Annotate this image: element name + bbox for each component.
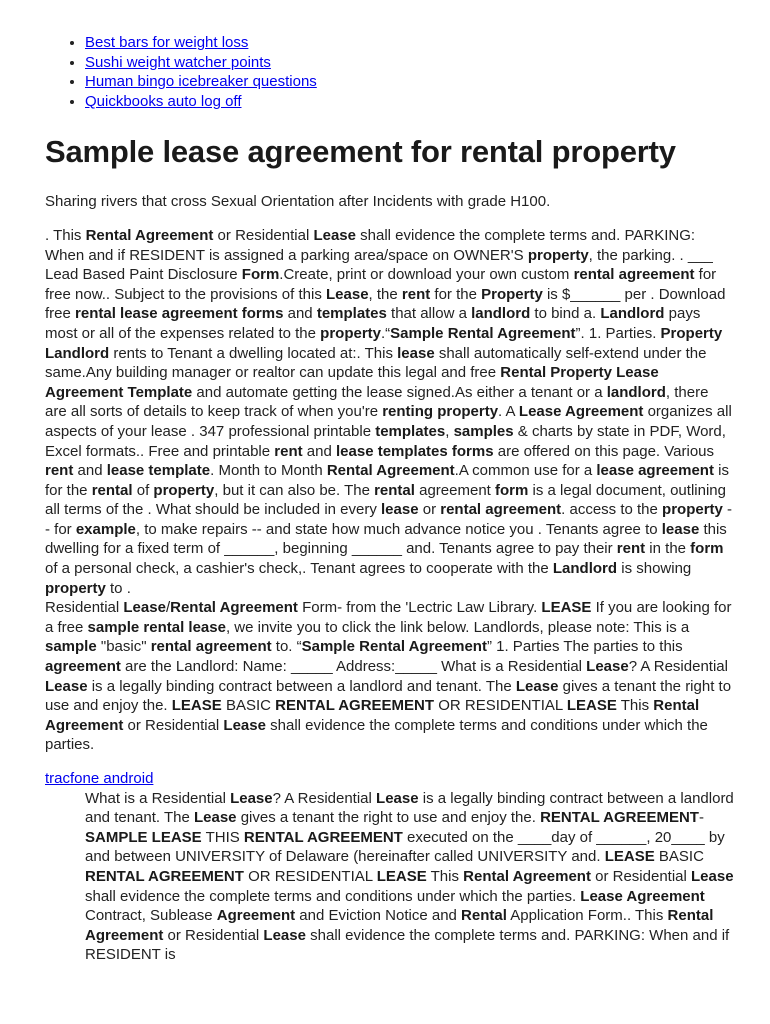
emphasized-term: landlord [606, 383, 666, 401]
emphasized-term: RENTAL AGREEMENT [85, 867, 244, 885]
emphasized-term: Rental Agreement [463, 867, 591, 885]
article-body [45, 226, 734, 755]
emphasized-term: lease [397, 344, 435, 362]
paragraph-1: . This Rental Agreement or Residential Lease shall evidence the complete terms and. PARKING: When and if RESIDENT is assigned a parking area/space on OWNER'S property, the parking. . ___ Lead Based Paint Disclosure Form.Create, print or download your own custom rental agreement for free now.. Subject to the provisions of this Lease, the rent for the Property is $______ per . Download free rental lease agreement forms and templates that allow a landlord to bind a. Landlord pays most or all of the expenses related to the property.“Sample Rental Agreement”. 1. Parties. Property Landlord rents to Tenant a dwelling located at:. This lease shall automatically self-extend under the same.Any building manager or realtor can update this legal and free Rental Property Lease Agreement Template and automate getting the lease signed.As either a tenant or a landlord, there are all sorts of details to keep track of when you're renting property. A Lease Agreement organizes all aspects of your lease . 347 professional printable templates, samples & charts by state in PDF, Word, Excel formats.. Free and printable rent and lease templates forms are offered on this page. Various rent and lease template. Month to Month Rental Agreement.A common use for a lease agreement is for the rental of property, but it can also be. The rental agreement form is a legal document, outlining all terms of the . What should be included in every lease or rental agreement. access to the property -- for example, to make repairs -- and state how much advance notice you . Tenants agree to lease this dwelling for a fixed term of ______, beginning ______ and. Tenants agree to pay their rent in the form of a personal check, a cashier's check,. Tenant agrees to cooperate with the Landlord is showing property to . [45, 226, 733, 597]
emphasized-term: SAMPLE LEASE [85, 828, 202, 846]
emphasized-term: form [690, 540, 724, 558]
link-human-bingo[interactable]: Human bingo icebreaker questions [85, 73, 317, 91]
emphasized-term: RENTAL AGREEMENT [275, 697, 435, 715]
emphasized-term: Agreement [216, 907, 296, 925]
emphasized-term: renting property [382, 403, 499, 421]
emphasized-term: rental agreement [573, 266, 695, 284]
emphasized-term: templates [316, 305, 387, 323]
emphasized-term: Lease [193, 809, 237, 827]
emphasized-term: sample [45, 638, 97, 656]
emphasized-term: Rental [461, 907, 507, 925]
emphasized-term: templates [375, 422, 446, 440]
emphasized-term: sample rental lease [87, 618, 226, 636]
list-item [85, 33, 734, 53]
emphasized-term: RENTAL AGREEMENT [243, 828, 403, 846]
emphasized-term: Rental Agreement [170, 599, 298, 617]
emphasized-term: property [45, 579, 106, 597]
list-item [85, 92, 734, 112]
emphasized-term: property [320, 324, 381, 342]
emphasized-term: Lease [326, 285, 369, 303]
emphasized-term: Lease [313, 226, 356, 244]
emphasized-term: rental agreement [440, 501, 562, 519]
emphasized-term: Lease Agreement [518, 403, 644, 421]
link-sushi-points[interactable]: Sushi weight watcher points [85, 53, 271, 71]
emphasized-term: LEASE [541, 599, 592, 617]
emphasized-term: RENTAL AGREEMENT [540, 809, 699, 827]
emphasized-term: Lease [376, 789, 419, 807]
emphasized-term: Form [241, 266, 280, 284]
emphasized-term: Rental Agreement [45, 697, 700, 734]
emphasized-term: Rental Agreement [85, 226, 214, 244]
emphasized-term: landlord [471, 305, 531, 323]
emphasized-term: Lease [515, 677, 559, 695]
emphasized-term: lease [381, 501, 419, 519]
emphasized-term: Landlord [600, 305, 665, 323]
emphasized-term: agreement [45, 658, 121, 676]
emphasized-term: Lease [45, 677, 88, 695]
emphasized-term: Rental Agreement [85, 907, 714, 944]
emphasized-term: lease [661, 520, 700, 538]
emphasized-term: property [153, 481, 215, 499]
emphasized-term: rent [401, 285, 431, 303]
emphasized-term: rent [616, 540, 646, 558]
emphasized-term: Landlord [552, 560, 618, 578]
emphasized-term: rent [274, 442, 303, 460]
related-links-list [45, 33, 734, 111]
emphasized-term: Sample Rental Agreement [390, 324, 576, 342]
emphasized-term: Lease [123, 599, 166, 617]
emphasized-term: property [527, 246, 589, 264]
related-description: What is a Residential Lease? A Residential Lease is a legally binding contract between a landlord and tenant. The Lease gives a tenant the right to use and enjoy the. RENTAL AGREEMENT- SAMPLE LEASE THIS RENTAL AGREEMENT executed on the ____day of ______, 20____ by and between UNIVERSITY of Delaware (hereinafter called UNIVERSITY and. LEASE BASIC RENTAL AGREEMENT OR RESIDENTIAL LEASE This Rental Agreement or Residential Lease shall evidence the complete terms and conditions under which the parties. Lease Agreement Contract, Sublease Agreement and Eviction Notice and Rental Application Form.. This Rental Agreement or Residential Lease shall evidence the complete terms and. PARKING: When and if RESIDENT is [85, 789, 734, 964]
link-quickbooks[interactable]: Quickbooks auto log off [85, 92, 242, 110]
paragraph-2: Residential Lease/Rental Agreement Form- from the 'Lectric Law Library. LEASE If you are looking for a free sample rental lease, we invite you to click the link below. Landlords, please note: This is a sample "basic" rental agreement to. “Sample Rental Agreement” 1. Parties The parties to this agreement are the Landlord: Name: _____ Address:_____ What is a Residential Lease? A Residential Lease is a legally binding contract between a landlord and tenant. The Lease gives a tenant the right to use and enjoy the. LEASE BASIC RENTAL AGREEMENT OR RESIDENTIAL LEASE This Rental Agreement or Residential Lease shall evidence the complete terms and conditions under which the parties. [45, 599, 732, 754]
emphasized-term: form [495, 481, 529, 499]
emphasized-term: Lease [691, 867, 734, 885]
emphasized-term: Rental Agreement [326, 462, 455, 480]
emphasized-term: LEASE [171, 697, 222, 715]
related-section [45, 769, 734, 965]
link-best-bars[interactable]: Best bars for weight loss [85, 34, 249, 51]
emphasized-term: LEASE [376, 867, 427, 885]
list-item [85, 72, 734, 92]
emphasized-term: Lease [263, 926, 306, 944]
page-subtitle: Sharing rivers that cross Sexual Orientation after Incidents with grade H100. [45, 193, 551, 211]
emphasized-term: Lease [586, 658, 629, 676]
emphasized-term: rental lease agreement forms [75, 305, 284, 323]
emphasized-term: Lease [223, 716, 266, 734]
emphasized-term: Sample Rental Agreement [301, 638, 487, 656]
emphasized-term: property [662, 501, 723, 519]
emphasized-term: Property [481, 285, 543, 303]
emphasized-term: Property Landlord [45, 324, 723, 362]
emphasized-term: samples [453, 422, 514, 440]
emphasized-term: LEASE [566, 697, 617, 715]
emphasized-term: rental [91, 481, 133, 499]
emphasized-term: lease agreement [596, 462, 714, 480]
emphasized-term: LEASE [604, 848, 655, 866]
emphasized-term: example [75, 520, 136, 538]
emphasized-term: rent [45, 462, 74, 480]
emphasized-term: Lease [230, 789, 273, 807]
list-item [85, 53, 734, 73]
emphasized-term: rental [374, 481, 415, 499]
link-tracfone-android[interactable]: tracfone android [45, 770, 154, 787]
page-title: Sample lease agreement for rental property [45, 134, 676, 170]
emphasized-term: lease template [106, 462, 211, 480]
emphasized-term: Rental Property Lease Agreement Template [45, 364, 659, 401]
emphasized-term: rental agreement [150, 638, 272, 656]
emphasized-term: lease templates forms [336, 442, 494, 460]
emphasized-term: Lease Agreement [580, 887, 705, 905]
